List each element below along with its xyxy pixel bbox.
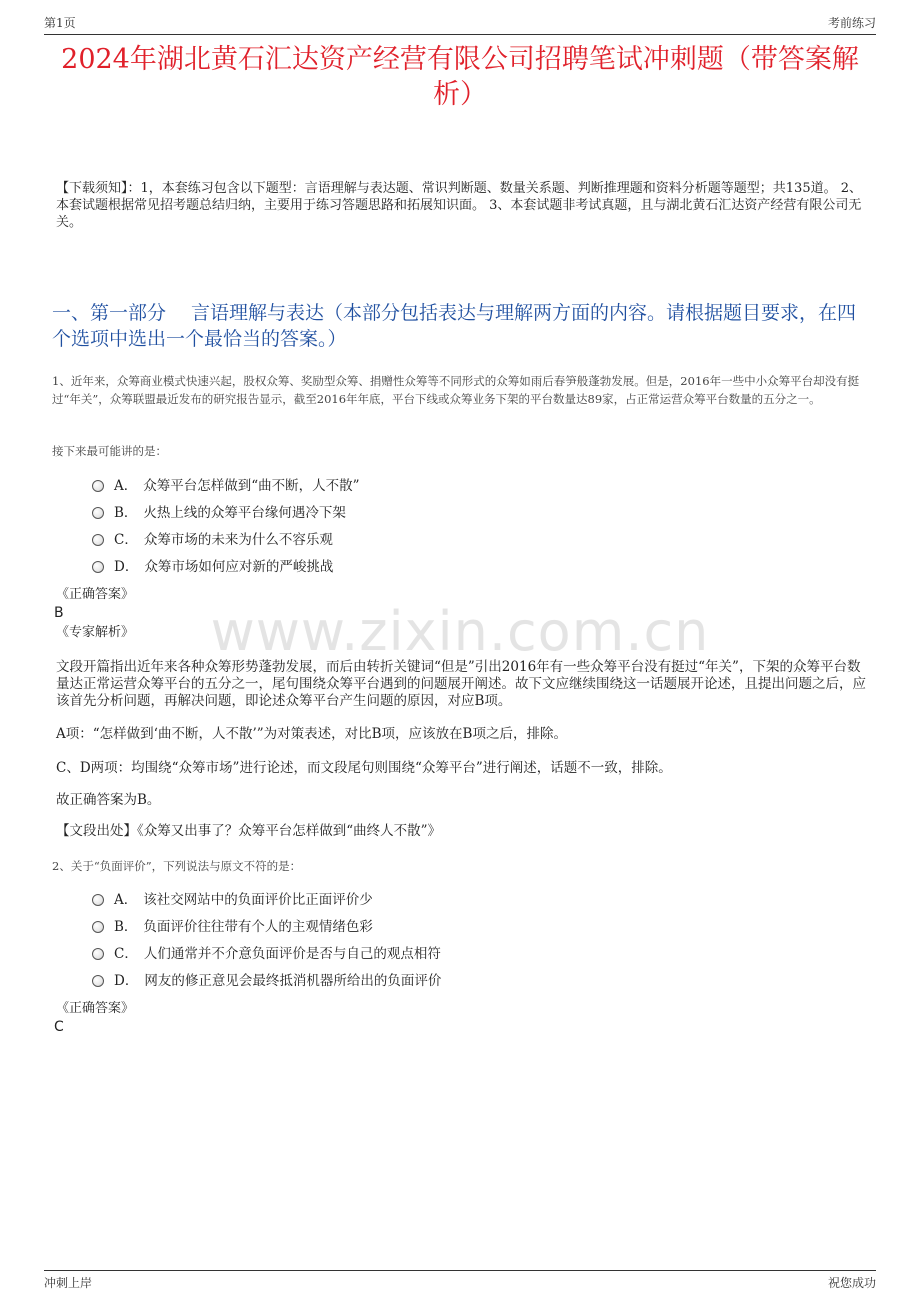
q1-option-b[interactable]: B． 火热上线的众筹平台缘何遇冷下架 [92,503,346,523]
radio-icon[interactable] [92,507,104,519]
q2-answer: C [54,1019,64,1035]
q1-analysis-label: 《专家解析》 [56,625,135,640]
page-number: 第1页 [44,16,76,30]
q1-option-c[interactable]: C． 众筹市场的未来为什么不容乐观 [92,530,333,550]
footer-right: 祝您成功 [827,1276,876,1290]
page-footer [44,1270,876,1291]
q2-option-b[interactable]: B． 负面评价往往带有个人的主观情绪色彩 [92,917,373,937]
radio-icon[interactable] [92,948,104,960]
radio-icon[interactable] [92,921,104,933]
radio-icon[interactable] [92,534,104,546]
page-header [44,12,876,35]
q2-option-a[interactable]: A． 该社交网站中的负面评价比正面评价少 [92,890,373,910]
q1-source: 【文段出处】《众筹又出事了？众筹平台怎样做到“曲终人不散”》 [56,823,442,839]
q2-answer-label: 《正确答案》 [56,1001,135,1016]
watermark: www.zixin.com.cn [210,600,710,663]
q1-answer-label: 《正确答案》 [56,587,135,602]
download-notice: 【下载须知】：1，本套练习包含以下题型：言语理解与表达题、常识判断题、数量关系题、判断推理题和资料分析题等题型；共135道。 2、本套试题根据常见招考题总结归纳，主要用于练习答题思路和拓展知识面。 3、本套试题非考试真题，且与湖北黄石汇达资产经营有限公司无关。 [56,181,862,230]
section-title: 一、第一部分 言语理解与表达（本部分包括表达与理解两方面的内容。请根据题目要求，在四个选项中选出一个最恰当的答案。） [52,302,857,350]
header-tag: 考前练习 [827,16,876,30]
radio-icon[interactable] [92,480,104,492]
q1-analysis-option-cd: C、D两项：均围绕“众筹市场”进行论述，而文段尾句则围绕“众筹平台”进行阐述，话题不一致，排除。 [56,760,672,776]
q1-option-a[interactable]: A． 众筹平台怎样做到“曲不断，人不散” [92,476,360,496]
question-2-text: 2、关于“负面评价”，下列说法与原文不符的是： [52,859,302,873]
question-1-prompt: 接下来最可能讲的是： [52,444,167,458]
q1-answer: B [54,605,64,621]
radio-icon[interactable] [92,561,104,573]
radio-icon[interactable] [92,894,104,906]
question-1-text: 1、近年来，众筹商业模式快速兴起，股权众筹、奖励型众筹、捐赠性众筹等不同形式的众筹如雨后春笋般蓬勃发展。但是，2016年一些中小众筹平台却没有挺过“年关”，众筹联盟最近发布的研究报告显示，截至2016年年底，平台下线或众筹业务下架的平台数量达89家，占正常运营众筹平台数量的五分之一。 [52,374,860,406]
radio-icon[interactable] [92,975,104,987]
footer-left: 冲刺上岸 [44,1276,93,1290]
q2-option-d[interactable]: D． 网友的修正意见会最终抵消机器所给出的负面评价 [92,971,441,991]
q1-analysis-conclusion: 故正确答案为B。 [56,792,161,808]
q1-analysis-paragraph: 文段开篇指出近年来各种众筹形势蓬勃发展，而后由转折关键词“但是”引出2016年有一些众筹平台没有挺过“年关”，下架的众筹平台数量达正常运营众筹平台的五分之一，尾句围绕众筹平台遇到的问题展开阐述。故下文应继续围绕这一话题展开论述，且提出问题之后，应该首先分析问题，再解决问题，即论述众筹平台产生问题的原因，对应B项。 [56,659,866,709]
q2-option-c[interactable]: C． 人们通常并不介意负面评价是否与自己的观点相符 [92,944,441,964]
q1-analysis-option-a: A项：“怎样做到‘曲不断，人不散’”为对策表述，对比B项，应该放在B项之后，排除。 [56,726,567,742]
document-title: 2024年湖北黄石汇达资产经营有限公司招聘笔试冲刺题（带答案解析） [61,44,859,110]
q1-option-d[interactable]: D． 众筹市场如何应对新的严峻挑战 [92,557,333,577]
